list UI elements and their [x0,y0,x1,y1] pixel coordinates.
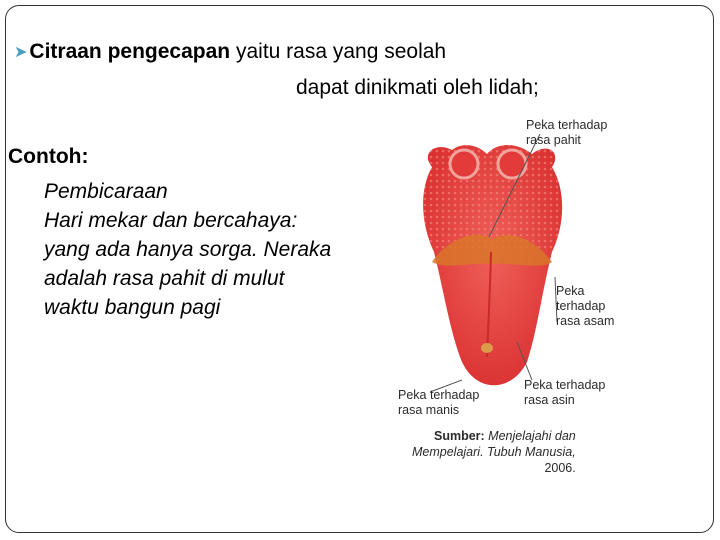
label-line: rasa asin [524,393,575,407]
arrow-bullet-icon: ➤ [14,44,28,61]
definition-text-line1: yaitu rasa yang seolah [230,40,447,63]
label-line: Peka terhadap [526,118,608,132]
source-line2: Mempelajari. Tubuh Manusia, [412,445,576,459]
source-line1: Menjelajahi dan [484,429,576,443]
poem-line: waktu bangun pagi [44,296,221,319]
poem-line: Pembicaraan [44,180,168,203]
poem-line: yang ada hanya sorga. Neraka [44,238,332,261]
source-label: Sumber: [433,429,485,443]
definition-term: Citraan pengecapan [29,40,231,63]
label-asin [524,378,605,408]
label-line: terhadap [556,299,606,313]
tongue-figure [392,112,627,482]
label-line: Peka terhadap [524,378,606,392]
example-poem [44,177,331,322]
poem-line: adalah rasa pahit di mulut [44,267,285,290]
definition-line [14,40,446,64]
label-line: rasa pahit [526,133,581,147]
label-pahit [526,118,607,148]
label-line: rasa asam [556,314,615,328]
label-line: Peka terhadap [398,388,480,402]
poem-line: Hari mekar dan bercahaya: [44,209,298,232]
label-line: rasa manis [398,403,460,417]
example-heading: Contoh: [8,145,89,168]
source-line3: 2006. [544,461,576,475]
definition-text-line2: dapat dinikmati oleh lidah; [296,76,539,99]
label-asam [556,284,614,329]
label-line: Peka [556,284,585,298]
figure-source [412,428,576,476]
label-manis [398,388,479,418]
